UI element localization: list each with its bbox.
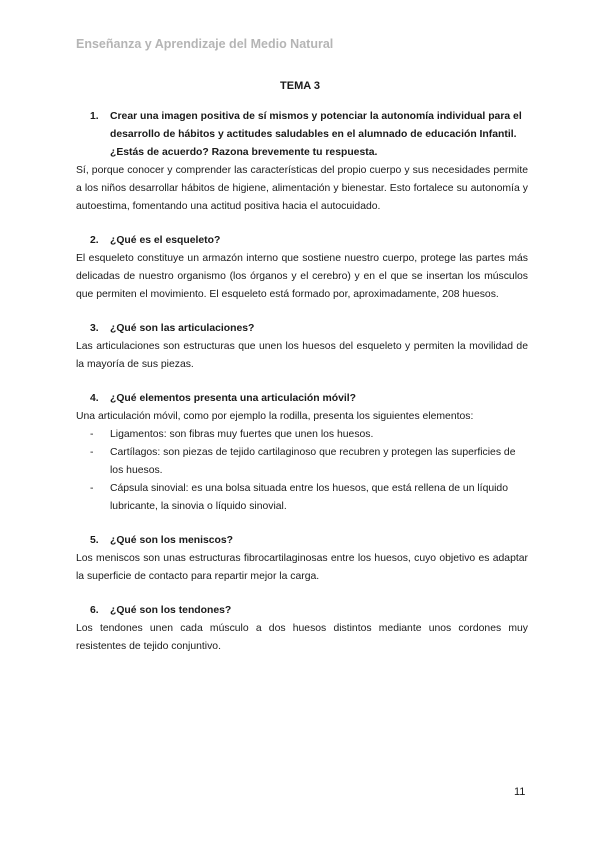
question-text: ¿Qué son las articulaciones?: [110, 323, 255, 334]
list-item-text: Cápsula sinovial: es una bolsa situada entre los huesos, que está rellena de un líquido lubricante, la sinovia o líquido sinovial.: [110, 483, 508, 512]
question-heading: [76, 602, 528, 620]
list-item-text: Cartílagos: son piezas de tejido cartilaginoso que recubren y protegen las superficies de los huesos.: [110, 447, 516, 476]
answer-paragraph: Los meniscos son unas estructuras fibrocartilaginosas entre los huesos, cuyo objetivo es adaptar la superficie de contacto para repartir mejor la carga.: [76, 553, 528, 582]
list-item: [76, 426, 528, 444]
answer-paragraph: Las articulaciones son estructuras que unen los huesos del esqueleto y permiten la movilidad de la mayoría de sus piezas.: [76, 341, 528, 370]
dash-bullet: -: [90, 447, 94, 458]
document-title: TEMA 3: [280, 80, 320, 92]
answer-paragraph: Una articulación móvil, como por ejemplo la rodilla, presenta los siguientes elementos:: [76, 411, 474, 422]
question-number: 6.: [90, 605, 99, 616]
question-heading: [76, 232, 528, 250]
question-number: 2.: [90, 235, 99, 246]
question-text: ¿Qué son los meniscos?: [110, 535, 233, 546]
list-item-text: Ligamentos: son fibras muy fuertes que unen los huesos.: [110, 429, 374, 440]
answer-paragraph: Los tendones unen cada músculo a dos huesos distintos mediante unos cordones muy resistentes de tejido conjuntivo.: [76, 623, 528, 652]
dash-bullet: -: [90, 429, 94, 440]
question-text: ¿Qué es el esqueleto?: [110, 235, 221, 246]
running-header: Enseñanza y Aprendizaje del Medio Natural: [76, 37, 334, 51]
list-item: [76, 480, 528, 516]
question-number: 3.: [90, 323, 99, 334]
dash-bullet: -: [90, 483, 94, 494]
answer-paragraph: Sí, porque conocer y comprender las características del propio cuerpo y sus necesidades permite a los niños desarrollar hábitos de higiene, alimentación y bienestar. Esto fortalece su autonomía y autoestima, fomentando una actitud positiva hacia el autocuidado.: [76, 165, 528, 212]
question-text: Crear una imagen positiva de sí mismos y potenciar la autonomía individual para el desarrollo de hábitos y actitudes saludables en el alumnado de educación Infantil. ¿Estás de acuerdo? Razona brevemente tu respuesta.: [110, 111, 522, 158]
question-heading: [76, 108, 528, 162]
page-number: 11: [514, 786, 526, 798]
question-number: 4.: [90, 393, 99, 404]
question-text: ¿Qué elementos presenta una articulación móvil?: [110, 393, 356, 404]
answer-paragraph: El esqueleto constituye un armazón interno que sostiene nuestro cuerpo, protege las partes más delicadas de nuestro organismo (los órganos y el cerebro) y en el que se insertan los músculos que permiten el movimiento. El esqueleto está formado por, aproximadamente, 208 huesos.: [76, 253, 528, 300]
question-number: 1.: [90, 111, 99, 122]
question-text: ¿Qué son los tendones?: [110, 605, 232, 616]
document-body: [76, 108, 528, 656]
question-heading: [76, 390, 528, 408]
question-heading: [76, 320, 528, 338]
question-number: 5.: [90, 535, 99, 546]
element-list: [76, 426, 528, 516]
question-heading: [76, 532, 528, 550]
list-item: [76, 444, 528, 480]
